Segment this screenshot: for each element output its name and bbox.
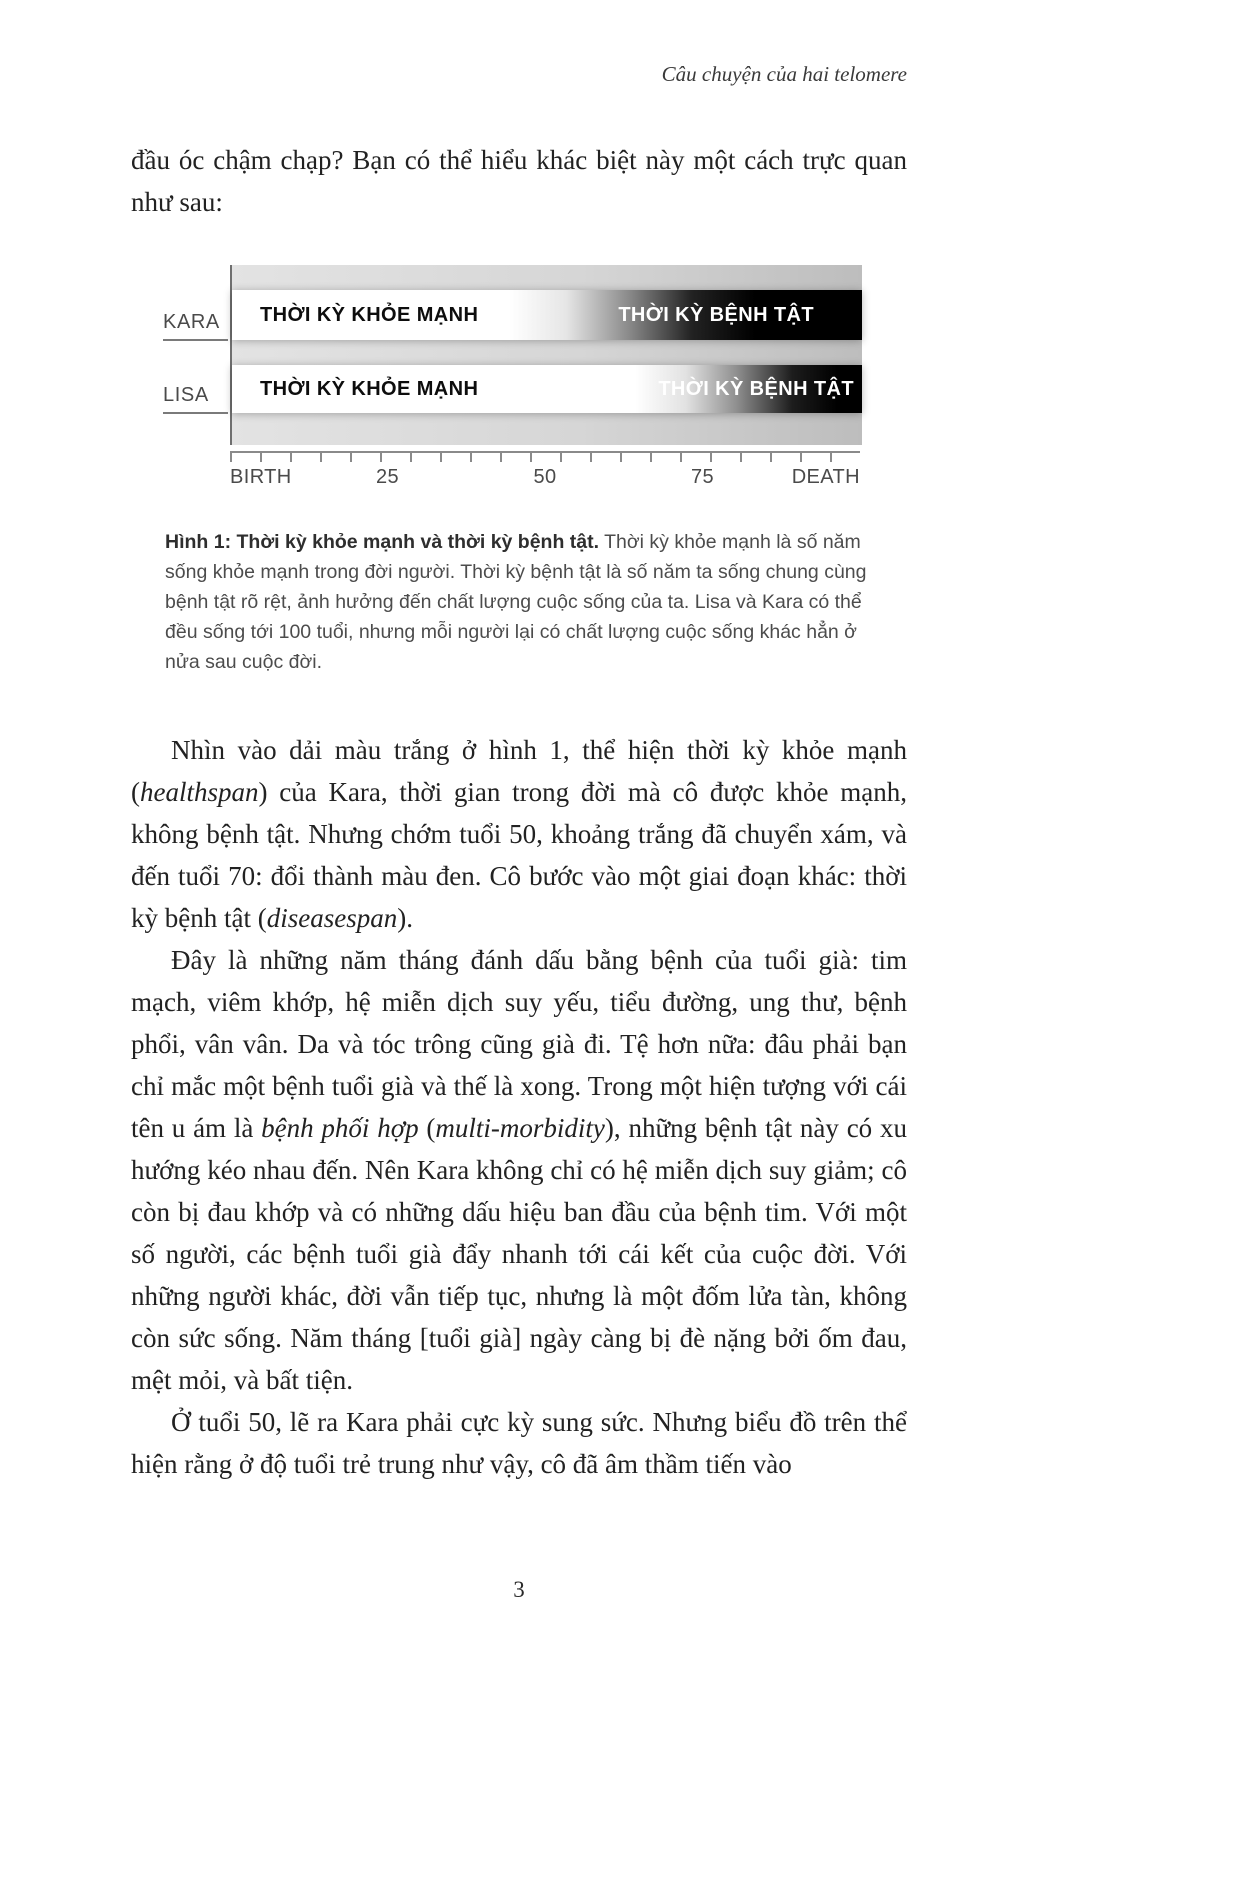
intro-paragraph — [131, 139, 907, 223]
p2-text: ). — [397, 903, 413, 933]
lisa-lifespan-bar — [232, 365, 862, 413]
axis-label-50: 50 — [533, 466, 557, 488]
healthspan-diseasespan-chart — [131, 265, 907, 493]
x-axis — [230, 451, 860, 492]
paragraph-multimorbidity — [131, 939, 907, 1401]
p2-italic-diseasespan: diseasespan — [266, 903, 398, 933]
caption-body: Thời kỳ khỏe mạnh là số năm sống khỏe mạnh trong đời người. Thời kỳ bệnh tật là số năm ta sống chung cùng bệnh tật rõ rệt, ảnh hưởng đến chất lượng cuộc sống của ta. Lisa và Kara có thể đều sống tới 100 tuổi, nhưng mỗi người lại có chất lượng cuộc sống khác hẳn ở nửa sau cuộc đời. — [165, 531, 867, 673]
x-axis-ticks — [230, 451, 860, 462]
kara-diseasespan-label: THỜI KỲ BỆNH TẬT — [618, 303, 814, 326]
p2-italic-healthspan: healthspan — [140, 777, 259, 807]
kara-healthspan-label: THỜI KỲ KHỎE MẠNH — [260, 303, 479, 326]
caption-lead: Hình 1: Thời kỳ khỏe mạnh và thời kỳ bệnh tật. — [165, 531, 600, 553]
kara-lifespan-bar — [232, 290, 862, 340]
p3-text: Đây là những năm tháng đánh dấu bằng bệnh của tuổi già: tim mạch, viêm khớp, hệ miễn dịch suy yếu, tiểu đường, ung thư, bệnh phổi, vân vân. Da và tóc trông cũng già đi. Tệ hơn nữa: đâu phải bạn chỉ mắc một bệnh tuổi già và thế là xong. Trong một hiện tượng với cái tên u ám là — [131, 945, 907, 1143]
running-header: Câu chuyện của hai telomere — [661, 62, 907, 86]
p3-italic-english-term: multi-morbidity — [435, 1113, 605, 1143]
chart-panel — [230, 265, 862, 445]
p4-text: Ở tuổi 50, lẽ ra Kara phải cực kỳ sung sức. Nhưng biểu đồ trên thể hiện rằng ở độ tuổi trẻ trung như vậy, cô đã âm thầm tiến vào — [131, 1407, 907, 1479]
page-content — [131, 62, 907, 1603]
p2-text: Nhìn vào dải màu trắng ở hình 1, thể hiện thời kỳ khỏe mạnh ( — [131, 735, 907, 807]
axis-label-75: 75 — [690, 466, 715, 488]
lisa-diseasespan-label: THỜI KỲ BỆNH TẬT — [658, 377, 854, 400]
intro-text: đầu óc chậm chạp? Bạn có thể hiểu khác biệt này một cách trực quan như sau: — [131, 145, 907, 217]
figure-1 — [131, 265, 907, 677]
p2-text: ) của Kara, thời gian trong đời mà cô được khỏe mạnh, không bệnh tật. Nhưng chớm tuổi 50, khoảng trắng đã chuyển xám, và đến tuổi 70: đổi thành màu đen. Cô bước vào một giai đoạn khác: thời kỳ bệnh tật ( — [131, 777, 907, 933]
p3-text: ( — [418, 1113, 436, 1143]
paragraph-age50 — [131, 1401, 907, 1485]
lisa-row-label: LISA — [163, 384, 228, 414]
axis-label-birth: BIRTH — [230, 466, 292, 488]
axis-label-25: 25 — [375, 466, 400, 488]
figure-caption — [165, 527, 871, 677]
x-axis-labels — [230, 466, 860, 492]
page-number: 3 — [513, 1577, 525, 1602]
lisa-healthspan-label: THỜI KỲ KHỎE MẠNH — [260, 377, 479, 400]
p3-italic-vietnamese-term: bệnh phối hợp — [261, 1113, 419, 1143]
p3-text: ), những bệnh tật này có xu hướng kéo nhau đến. Nên Kara không chỉ có hệ miễn dịch suy giảm; cô còn bị đau khớp và có những dấu hiệu ban đầu của bệnh tim. Với một số người, các bệnh tuổi già đẩy nhanh tới cái kết của cuộc đời. Với những người khác, đời vẫn tiếp tục, nhưng là một đốm lửa tàn, không còn sức sống. Năm tháng [tuổi già] ngày càng bị đè nặng bởi ốm đau, mệt mỏi, và bất tiện. — [131, 1113, 907, 1395]
paragraph-healthspan — [131, 729, 907, 939]
kara-row-label: KARA — [163, 311, 228, 341]
axis-label-death: DEATH — [791, 466, 860, 488]
